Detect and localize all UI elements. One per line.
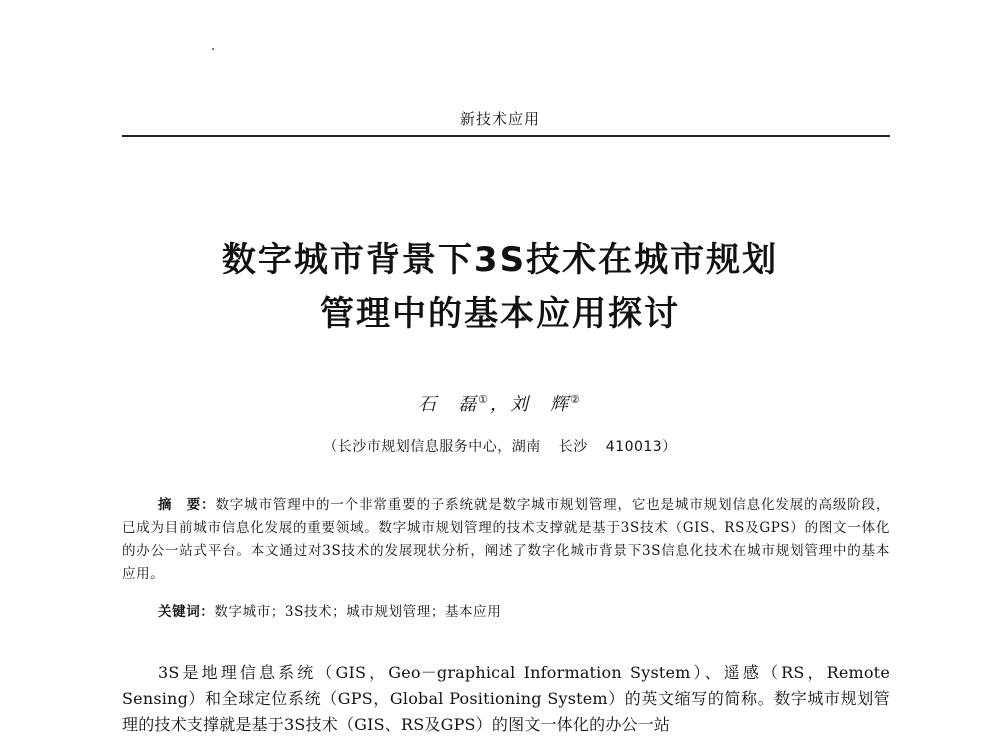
keywords-text: 数字城市；3S技术；城市规划管理；基本应用 — [214, 604, 502, 620]
author-separator: ， — [490, 394, 510, 415]
author-line — [0, 390, 1000, 416]
scan-speck — [212, 48, 214, 50]
affiliation-postcode: 410013） — [605, 439, 677, 455]
author-1-note-mark: ① — [478, 393, 490, 406]
keywords-label: 关键词： — [158, 604, 215, 620]
affiliation — [0, 436, 1000, 456]
author-2-note-mark: ② — [570, 393, 582, 406]
title-line-2: 管理中的基本应用探讨 — [320, 294, 680, 334]
body-paragraph: 3S是地理信息系统（GIS，Geo－graphical Information System）、遥感（RS，Remote Sensing）和全球定位系统（GPS，Global Positioning System）的英文缩写的简称。数字城市规划管理的技术支撑就是基于3S技术（GIS、RS及GPS）的图文一体化的办公一站 — [122, 663, 890, 734]
author-2: 刘 辉 — [510, 394, 570, 415]
affiliation-city: 长沙 — [558, 439, 588, 455]
section-header: 新技术应用 — [459, 110, 540, 128]
keywords — [158, 600, 888, 620]
abstract-label: 摘 要： — [158, 497, 216, 513]
title-line-1: 数字城市背景下3S技术在城市规划 — [221, 240, 779, 280]
header-rule — [122, 135, 890, 137]
affiliation-org: （长沙市规划信息服务中心，湖南 — [323, 439, 541, 455]
abstract-text: 数字城市管理中的一个非常重要的子系统就是数字城市规划管理，它也是城市规划信息化发展的高级阶段，已成为目前城市信息化发展的重要领域。数字城市规划管理的技术支撑就是基于3S技术（GIS、RS及GPS）的图文一体化的办公一站式平台。本文通过对3S技术的发展现状分析，阐述了数字化城市背景下3S信息化技术在城市规划管理中的基本应用。 — [122, 497, 890, 582]
author-1: 石 磊 — [418, 394, 479, 415]
abstract — [122, 494, 890, 586]
